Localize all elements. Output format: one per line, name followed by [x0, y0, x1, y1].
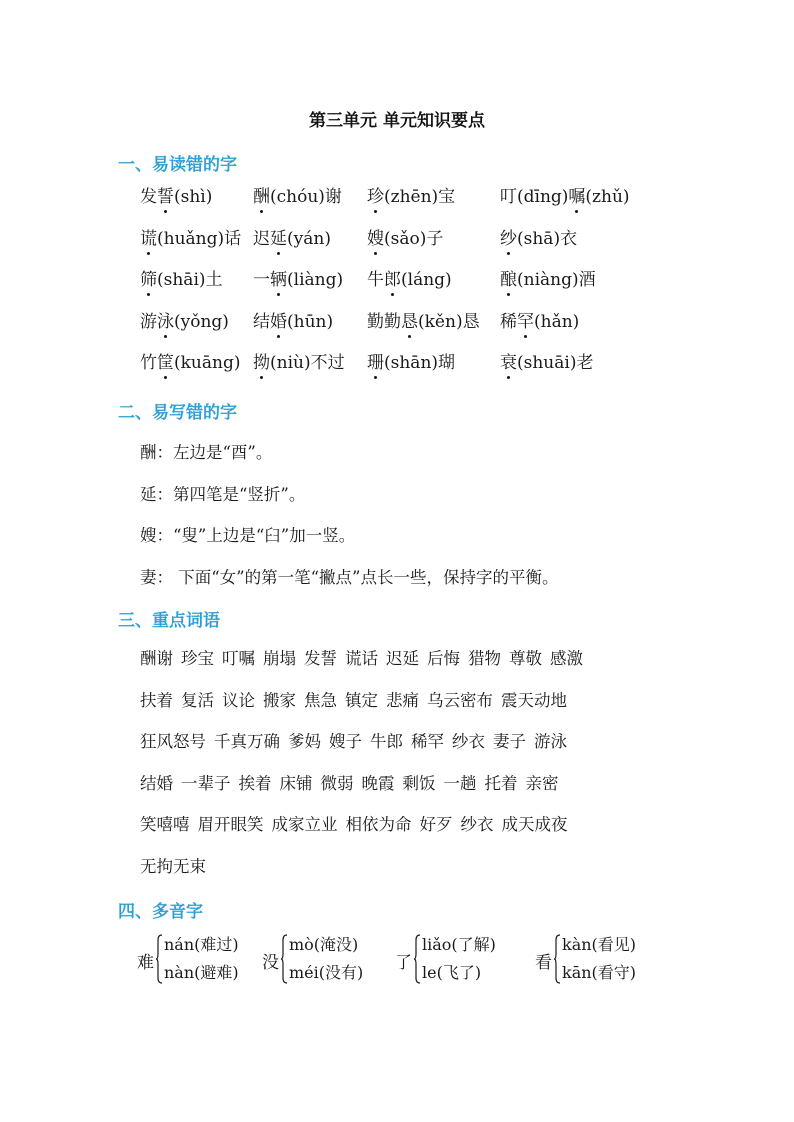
vocab-word: 剩饭: [402, 773, 436, 793]
entry-pinyin: (hūn): [287, 311, 334, 332]
vocab-line: [140, 853, 591, 895]
misread-row: [140, 224, 700, 266]
vocab-word: 纱衣: [452, 732, 485, 752]
misread-entry: [140, 348, 240, 373]
misread-entry: [253, 265, 343, 290]
misread-entry: [140, 265, 223, 290]
misread-grid: [140, 182, 700, 390]
page-title: 第三单元 单元知识要点: [309, 111, 485, 131]
misread-row: [140, 265, 700, 307]
misread-entry: [253, 224, 331, 249]
polyphone-char: 难: [137, 953, 154, 973]
vocab-word: 笑嘻嘻: [140, 815, 190, 835]
entry-prefix: 牛: [367, 270, 384, 290]
vocab-word: 议论: [222, 690, 255, 710]
brace-icon: [281, 934, 288, 984]
emphasized-char: 谎: [140, 228, 157, 249]
brace-icon: [414, 934, 421, 984]
misread-entry: [253, 307, 333, 332]
misread-row: [140, 307, 700, 349]
entry-pinyin: (shān)瑚: [384, 353, 456, 373]
vocab-word: 嫂子: [329, 732, 362, 752]
vocab-word: 晚霞: [361, 773, 395, 793]
entry-pinyin: (hǎn): [534, 311, 580, 332]
entry-prefix: 一: [253, 270, 270, 290]
vocab-word: 挨着: [238, 773, 272, 793]
miswrite-note: 嫂：“叟”上边是“臼”加一竖。: [140, 526, 356, 545]
misread-entry: [500, 224, 577, 249]
vocab-word: 狂风怒号: [140, 732, 206, 752]
misread-entry: [140, 307, 229, 332]
vocab-word: 叮嘱: [222, 649, 255, 668]
emphasized-char: 纱: [500, 228, 517, 249]
vocab-word: 迟延: [386, 649, 419, 668]
entry-pinyin: (zhēn)宝: [384, 187, 456, 207]
miswrite-note: 酬：左边是“酉”。: [140, 443, 273, 462]
vocab-line: [140, 811, 591, 853]
vocab-word: 一辈子: [181, 773, 231, 793]
section-heading-key-words: 三、重点词语: [118, 611, 220, 631]
vocab-word: 爹妈: [288, 732, 321, 752]
polyphone-reading: liǎo(了解): [422, 935, 496, 954]
emphasized-char: 珍: [367, 187, 384, 207]
emphasized-char: 筛: [140, 270, 157, 290]
vocab-word: 纱衣: [460, 815, 494, 835]
polyphone-reading: le(飞了): [422, 963, 482, 982]
entry-pinyin: (niù)不过: [270, 353, 345, 373]
emphasized-char: 恳: [401, 311, 418, 332]
vocab-word: 成家立业: [271, 815, 338, 835]
vocab-line: [140, 645, 591, 687]
vocab-word: 好歹: [419, 815, 453, 835]
vocab-word: 眉开眼笑: [197, 815, 264, 835]
misread-row: [140, 182, 700, 224]
polyphone-char: 看: [535, 953, 552, 973]
vocab-word: 游泳: [534, 732, 567, 752]
entry-prefix: 发: [140, 187, 157, 207]
vocab-word: 悲痛: [386, 690, 419, 710]
vocab-word: 珍宝: [181, 649, 214, 668]
polyphone-reading: kān(看守): [562, 963, 637, 982]
entry-prefix: 勤勤: [367, 311, 401, 332]
vocab-word: 焦急: [304, 690, 337, 710]
miswrite-note: 延：第四笔是“竖折”。: [140, 485, 306, 504]
vocab-word: 感激: [550, 649, 583, 668]
vocab-word: 妻子: [493, 732, 526, 752]
misread-entry: [500, 307, 579, 332]
emphasized-char: 罕: [517, 311, 534, 332]
emphasized-char: 延: [270, 228, 287, 249]
emphasized-char: 酬: [253, 187, 270, 207]
vocab-word: 无拘无束: [140, 856, 206, 876]
misread-entry: [500, 265, 596, 290]
key-words-list: [140, 645, 591, 895]
misread-entry: [253, 182, 342, 207]
emphasized-char: 衰: [500, 353, 517, 373]
vocab-word: 稀罕: [411, 732, 444, 752]
misread-entry: [367, 348, 455, 373]
vocab-word: 床铺: [279, 773, 313, 793]
vocab-word: 搬家: [263, 690, 296, 710]
misread-entry: [367, 265, 452, 290]
entry-pinyin: (liàng): [287, 270, 344, 290]
entry-prefix: 迟: [253, 228, 270, 249]
entry-pinyin: (kuāng): [174, 353, 241, 373]
polyphone-reading: nàn(避难): [164, 963, 239, 982]
entry-pinyin: (yán): [287, 228, 331, 249]
entry-pinyin: (kěn)恳: [418, 311, 480, 332]
vocab-word: 成天成夜: [501, 815, 568, 835]
entry-pinyin: (shì): [174, 187, 213, 207]
misread-entry: [500, 182, 630, 207]
misread-entry: [140, 224, 241, 249]
emphasized-char: 辆: [270, 270, 287, 290]
entry-pinyin: (shāi)土: [157, 270, 223, 290]
emphasized-char: 婚: [270, 311, 287, 332]
polyphone-char: 了: [395, 953, 412, 973]
vocab-word: 震天动地: [501, 690, 567, 710]
entry-prefix: 稀: [500, 311, 517, 332]
polyphone-reading: mò(淹没): [289, 935, 359, 954]
vocab-word: 千真万确: [214, 732, 280, 752]
section-heading-polyphones: 四、多音字: [118, 902, 203, 922]
vocab-line: [140, 770, 591, 812]
misread-row: [140, 348, 700, 390]
emphasized-char: 酿: [500, 270, 517, 290]
vocab-word: 尊敬: [509, 649, 542, 668]
vocab-word: 猎物: [468, 649, 501, 668]
vocab-word: 发誓: [304, 649, 337, 668]
emphasized-char: 誓: [157, 187, 174, 207]
vocab-word: 后悔: [427, 649, 460, 668]
vocab-word: 谎话: [345, 649, 378, 668]
vocab-word: 结婚: [140, 773, 173, 793]
misread-entry: [367, 224, 443, 249]
brace-icon: [156, 934, 163, 984]
emphasized-char: 筐: [157, 353, 174, 373]
vocab-word: 扶着: [140, 690, 173, 710]
polyphone-reading: méi(没有): [289, 963, 364, 982]
vocab-word: 镇定: [345, 690, 378, 710]
entry-pinyin: (sǎo)子: [384, 228, 444, 249]
vocab-word: 乌云密布: [427, 690, 493, 710]
entry-prefix: 游: [140, 311, 157, 332]
polyphone-char: 没: [262, 953, 279, 973]
brace-icon: [554, 934, 561, 984]
emphasized-char: 郎: [384, 270, 401, 290]
entry-pinyin: (zhǔ): [585, 187, 630, 207]
vocab-word: 一趟: [443, 773, 477, 793]
vocab-word: 托着: [484, 773, 518, 793]
vocab-word: 牛郎: [370, 732, 403, 752]
vocab-line: [140, 728, 591, 770]
miswrite-note: 妻： 下面“女”的第一笔“撇点”点长一些，保持字的平衡。: [140, 568, 559, 587]
entry-prefix: 叮(dīng): [500, 187, 569, 207]
emphasized-char: 珊: [367, 353, 384, 373]
vocab-word: 酬谢: [140, 649, 173, 668]
misread-entry: [367, 307, 480, 332]
section-heading-miswrite: 二、易写错的字: [118, 403, 237, 423]
entry-pinyin: (láng): [401, 270, 452, 290]
entry-pinyin: (niàng)酒: [517, 270, 596, 290]
vocab-word: 复活: [181, 690, 214, 710]
vocab-word: 微弱: [320, 773, 354, 793]
misread-entry: [140, 182, 212, 207]
entry-pinyin: (shuāi)老: [517, 353, 594, 373]
entry-pinyin: (huǎng)话: [157, 228, 242, 249]
emphasized-char: 嘱: [568, 187, 586, 207]
entry-prefix: 结: [253, 311, 270, 332]
entry-pinyin: (chóu)谢: [270, 187, 342, 207]
vocab-word: 崩塌: [263, 649, 296, 668]
section-heading-misread: 一、易读错的字: [118, 155, 237, 175]
emphasized-char: 嫂: [367, 228, 384, 249]
entry-prefix: 竹: [140, 353, 157, 373]
vocab-line: [140, 687, 591, 729]
entry-pinyin: (shā)衣: [517, 228, 578, 249]
misread-entry: [500, 348, 593, 373]
emphasized-char: 拗: [253, 353, 270, 373]
vocab-word: 相依为命: [345, 815, 412, 835]
misread-entry: [253, 348, 345, 373]
entry-pinyin: (yǒng): [174, 311, 229, 332]
polyphone-reading: kàn(看见): [562, 935, 637, 954]
vocab-word: 亲密: [525, 773, 559, 793]
polyphone-reading: nán(难过): [164, 935, 239, 954]
misread-entry: [367, 182, 455, 207]
emphasized-char: 泳: [157, 311, 174, 332]
